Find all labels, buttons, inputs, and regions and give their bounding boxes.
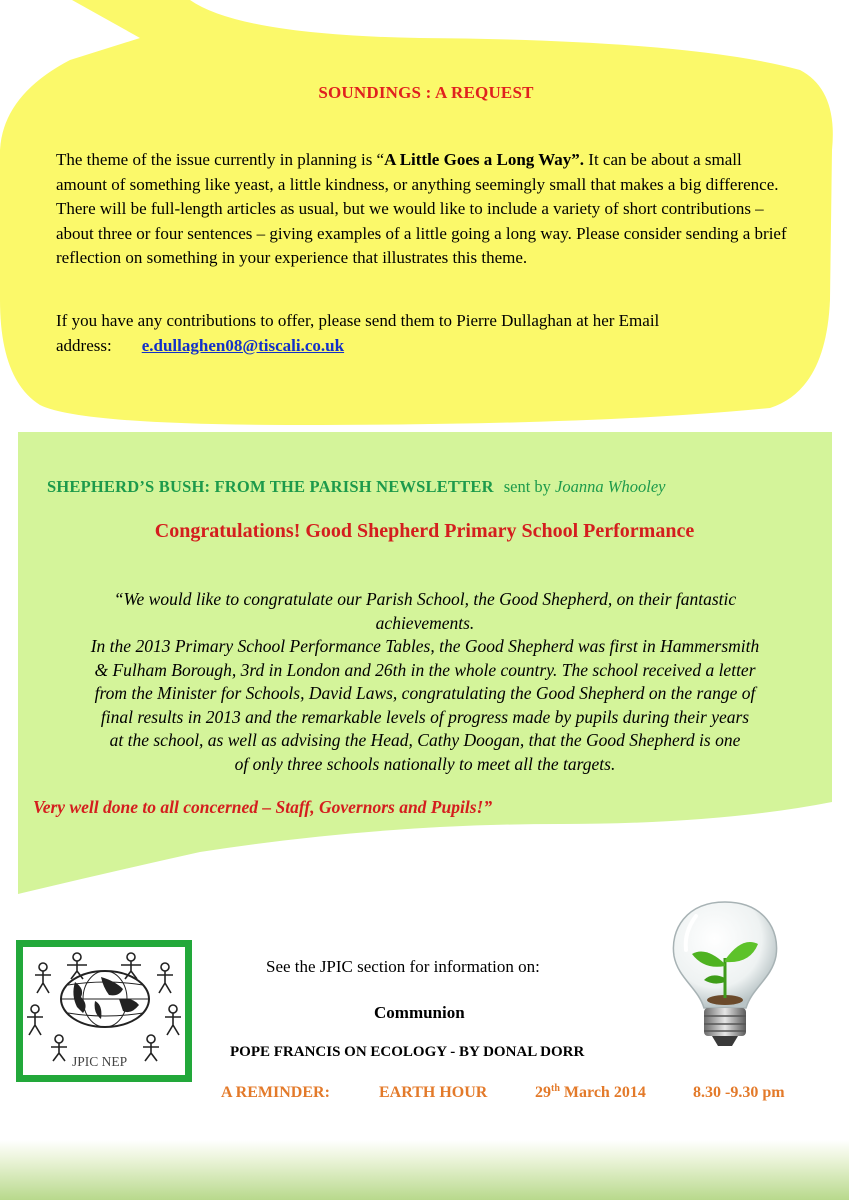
quote-line: from the Minister for Schools, David Laws, congratulating the Good Shepherd on the range of xyxy=(94,683,756,703)
jpic-info-line: See the JPIC section for information on: xyxy=(266,957,540,976)
quote-line: at the school, as well as advising the Head, Cathy Doogan, that the Good Shepherd is one xyxy=(109,730,741,750)
quote-line: “We would like to congratulate our Parish School, the Good Shepherd, on their fantastic xyxy=(113,589,737,609)
quote-line: In the 2013 Primary School Performance Tables, the Good Shepherd was first in Hammersmith xyxy=(90,636,760,656)
quote-line: achievements. xyxy=(375,612,475,633)
newsletter-quote xyxy=(30,588,820,776)
email-link[interactable]: e.dullaghen08@tiscali.co.uk xyxy=(141,335,345,355)
contributions-paragraph: If you have any contributions to offer, please send them to Pierre Dullaghan at her Email address: e.dullaghen08@tiscali.co.uk xyxy=(56,311,660,355)
sender-name: Joanna Whooley xyxy=(555,477,666,496)
quote-line: of only three schools nationally to meet all the targets. xyxy=(234,753,616,774)
theme-title: A Little Goes a Long Way”. xyxy=(384,150,585,169)
well-done-line: Very well done to all concerned – Staff, Governors and Pupils!” xyxy=(33,797,493,817)
soundings-paragraph: The theme of the issue currently in planning is “A Little Goes a Long Way”. It can be about a small amount of something like yeast, a little kindness, or anything seemingly small that makes a big difference. There will be full-length articles as usual, but we would like to include a variety of short contributions – about three or four sentences – giving examples of a little going a long way. Please consider sending a brief reflection on something in your experience that illustrates this theme. xyxy=(56,150,787,267)
congratulations-heading: Congratulations! Good Shepherd Primary School Performance xyxy=(154,520,695,542)
quote-line: & Fulham Borough, 3rd in London and 26th in the whole country. The school received a letter xyxy=(94,659,756,680)
quote-line: final results in 2013 and the remarkable levels of progress made by pupils during their years xyxy=(100,706,750,727)
earth-hour-reminder: A REMINDER: EARTH HOUR 29th March 2014 8.30 -9.30 pm xyxy=(221,1083,785,1102)
jpic-logo-label: JPIC NEP xyxy=(72,1054,128,1069)
lightbulb-seedling-icon xyxy=(666,898,784,1056)
parish-newsletter-header: SHEPHERD’S BUSH: FROM THE PARISH NEWSLETTER sent by Joanna Whooley xyxy=(47,477,666,496)
pope-francis-heading: POPE FRANCIS ON ECOLOGY - BY DONAL DORR xyxy=(230,1044,585,1060)
soundings-title: SOUNDINGS : A REQUEST xyxy=(318,83,534,102)
communion-heading: Communion xyxy=(374,1003,465,1022)
footer-gradient-bar xyxy=(0,1140,849,1200)
